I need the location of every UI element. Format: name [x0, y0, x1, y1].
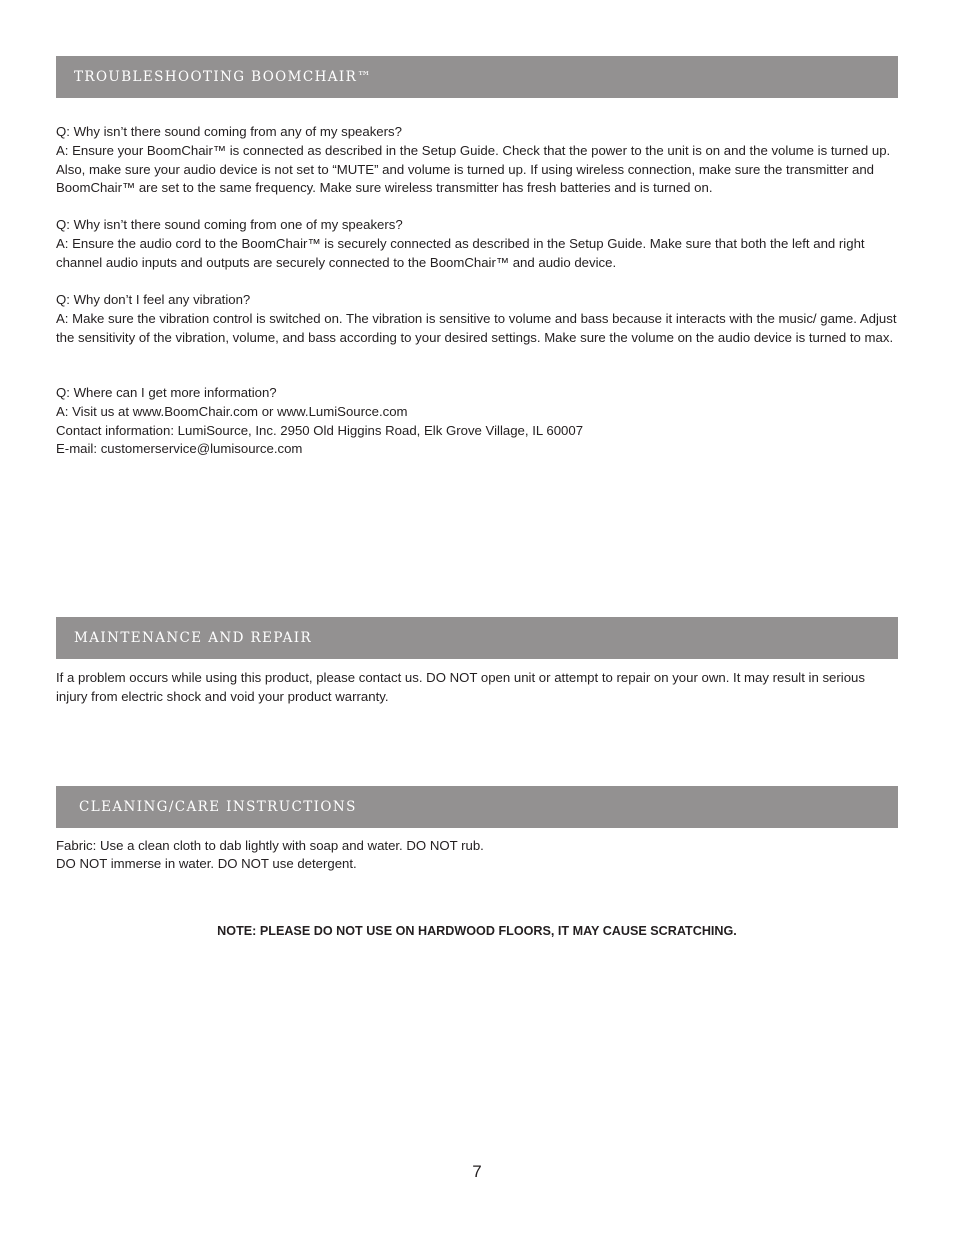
- email-info: E-mail: customerservice@lumisource.com: [56, 441, 303, 457]
- cleaning-line-immerse: DO NOT immerse in water. DO NOT use detergent.: [56, 855, 357, 871]
- page-number: 7: [472, 1162, 482, 1181]
- faq-answer: A: Ensure the audio cord to the BoomChair™ is securely connected as described in the Setup Guide. Make sure that both the left and right channel audio inputs and outputs are securely connected to the BoomChair™ and audio device.: [56, 235, 865, 270]
- troubleshooting-header: [56, 56, 898, 98]
- faq-question: Q: Why isn’t there sound coming from one of my speakers?: [56, 217, 403, 232]
- maintenance-text: If a problem occurs while using this product, please contact us. DO NOT open unit or attempt to repair on your own. It may result in serious injury from electric shock and void your product warranty.: [56, 670, 865, 704]
- maintenance-title: MAINTENANCE AND REPAIR: [74, 630, 313, 646]
- maintenance-header: [56, 617, 898, 659]
- faq-answer: A: Ensure your BoomChair™ is connected as described in the Setup Guide. Check that the power to the unit is on and the volume is turned up. Also, make sure your audio device is not set to “MUTE” and volume is turned up. If using wireless connection, make sure the transmitter and BoomChair™ are set to the same frequency. Make sure wireless transmitter has fresh batteries and is turned on.: [56, 142, 891, 196]
- faq-question: Q: Why isn’t there sound coming from any of my speakers?: [56, 124, 402, 139]
- faq-question: Q: Where can I get more information?: [56, 385, 277, 400]
- contact-info: Contact information: LumiSource, Inc. 2950 Old Higgins Road, Elk Grove Village, IL 60007: [56, 422, 584, 438]
- faq-question: Q: Why don’t I feel any vibration?: [56, 292, 251, 307]
- cleaning-body: [56, 837, 898, 872]
- hardwood-floor-note: NOTE: PLEASE DO NOT USE ON HARDWOOD FLOORS, IT MAY CAUSE SCRATCHING.: [217, 924, 737, 938]
- troubleshooting-title: TROUBLESHOOTING BOOMCHAIR™: [74, 69, 373, 85]
- faq-item-sound-one: [56, 216, 898, 272]
- faq-answer: A: Visit us at www.BoomChair.com or www.LumiSource.com: [56, 403, 408, 419]
- faq-item-more-info: [56, 384, 898, 459]
- faq-item-sound-all: [56, 123, 898, 198]
- faq-item-vibration: [56, 291, 898, 347]
- faq-answer: A: Make sure the vibration control is switched on. The vibration is sensitive to volume and bass because it interacts with the music/ game. Adjust the sensitivity of the vibration, volume, and bass according to your desired settings. Make sure the volume on the audio device is turned to max.: [56, 310, 897, 345]
- cleaning-header: [56, 786, 898, 828]
- cleaning-title: CLEANING/CARE INSTRUCTIONS: [79, 799, 357, 815]
- cleaning-line-fabric: Fabric: Use a clean cloth to dab lightly with soap and water. DO NOT rub.: [56, 838, 484, 853]
- maintenance-body: [56, 669, 898, 707]
